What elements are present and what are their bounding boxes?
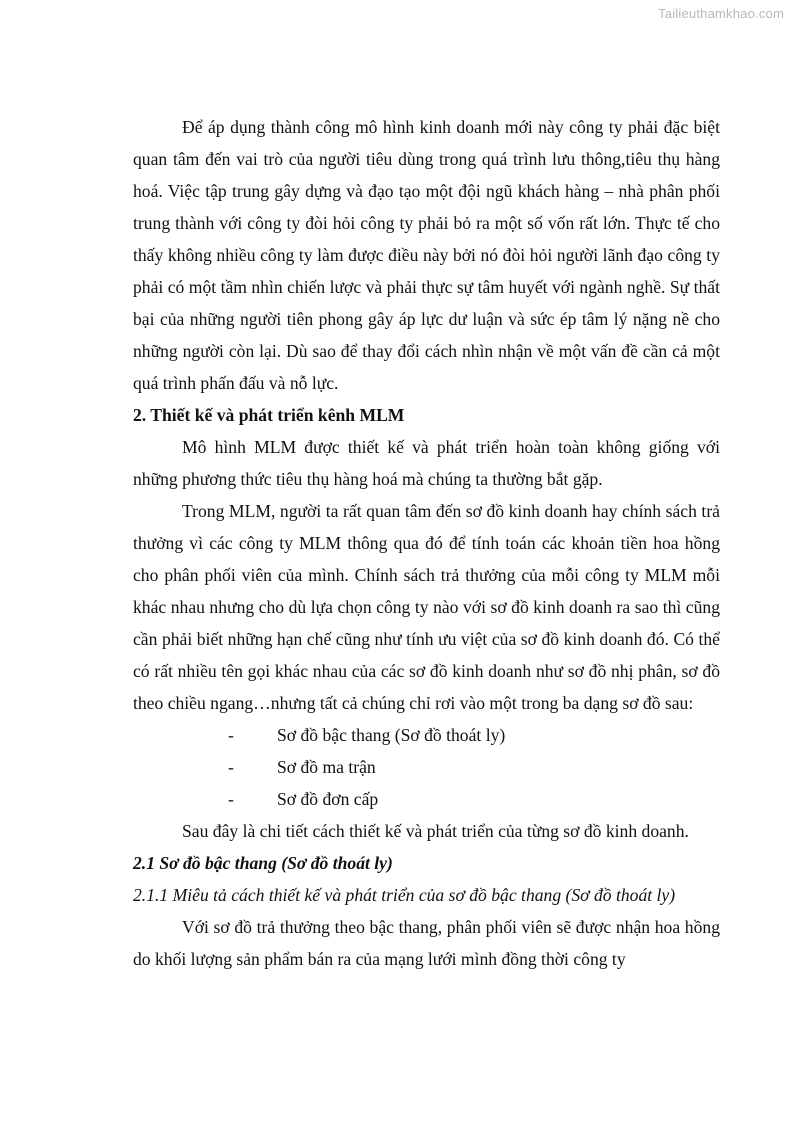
paragraph-step-plan: Với sơ đồ trả thưởng theo bậc thang, phân phối viên sẽ được nhận hoa hồng do khối lượng sản phẩm bán ra của mạng lưới mình đồng thời công ty [133,917,720,969]
subsection-heading-2-1-1: 2.1.1 Miêu tả cách thiết kế và phát triển của sơ đồ bậc thang (Sơ đồ thoát ly) [133,885,676,905]
list-dash: - [228,789,234,809]
list-item [133,751,720,783]
paragraph-business-plan: Trong MLM, người ta rất quan tâm đến sơ đồ kinh doanh hay chính sách trả thưởng vì các công ty MLM thông qua đó để tính toán các khoản tiền hoa hồng cho phân phối viên của mình. Chính sách trả thưởng của mỗi công ty MLM mỗi khác nhau nhưng cho dù lựa chọn công ty nào với sơ đồ kinh doanh ra sao thì cũng cần phải biết những hạn chế cũng như tính ưu việt của sơ đồ kinh doanh đó. Có thể có rất nhiều tên gọi khác nhau của các sơ đồ kinh doanh như sơ đồ nhị phân, sơ đồ theo chiều ngang…nhưng tất cả chúng chỉ rơi vào một trong ba dạng sơ đồ sau: [133,501,720,713]
list-dash: - [228,725,234,745]
section-heading-2: 2. Thiết kế và phát triển kênh MLM [133,405,405,425]
document-page [133,111,720,975]
list-item-text: Sơ đồ đơn cấp [277,789,379,809]
list-item [133,783,720,815]
list-item [133,719,720,751]
list-item-text: Sơ đồ ma trận [277,757,376,777]
paragraph-mlm-model: Mô hình MLM được thiết kế và phát triển hoàn toàn không giống với những phương thức tiêu thụ hàng hoá mà chúng ta thường bắt gặp. [133,437,720,489]
list-item-text: Sơ đồ bậc thang (Sơ đồ thoát ly) [277,725,506,745]
subsection-heading-2-1: 2.1 Sơ đồ bậc thang (Sơ đồ thoát ly) [133,853,393,873]
plan-type-list [133,719,720,815]
paragraph-details-intro: Sau đây là chi tiết cách thiết kế và phát triển của từng sơ đồ kinh doanh. [182,821,689,841]
watermark: Tailieuthamkhao.com [658,6,784,21]
paragraph-intro: Để áp dụng thành công mô hình kinh doanh mới này công ty phải đặc biệt quan tâm đến vai trò của người tiêu dùng trong quá trình lưu thông,tiêu thụ hàng hoá. Việc tập trung gây dựng và đạo tạo một đội ngũ khách hàng – nhà phân phối trung thành với công ty đòi hỏi công ty phải bỏ ra một số vốn rất lớn. Thực tế cho thấy không nhiều công ty làm được điều này bởi nó đòi hỏi người lãnh đạo công ty phải có một tầm nhìn chiến lược và phải thực sự tâm huyết với ngành nghề. Sự thất bại của những người tiên phong gây áp lực dư luận và sức ép tâm lý nặng nề cho những người còn lại. Dù sao để thay đổi cách nhìn nhận về một vấn đề cần cả một quá trình phấn đấu và nỗ lực. [133,117,720,393]
list-dash: - [228,757,234,777]
